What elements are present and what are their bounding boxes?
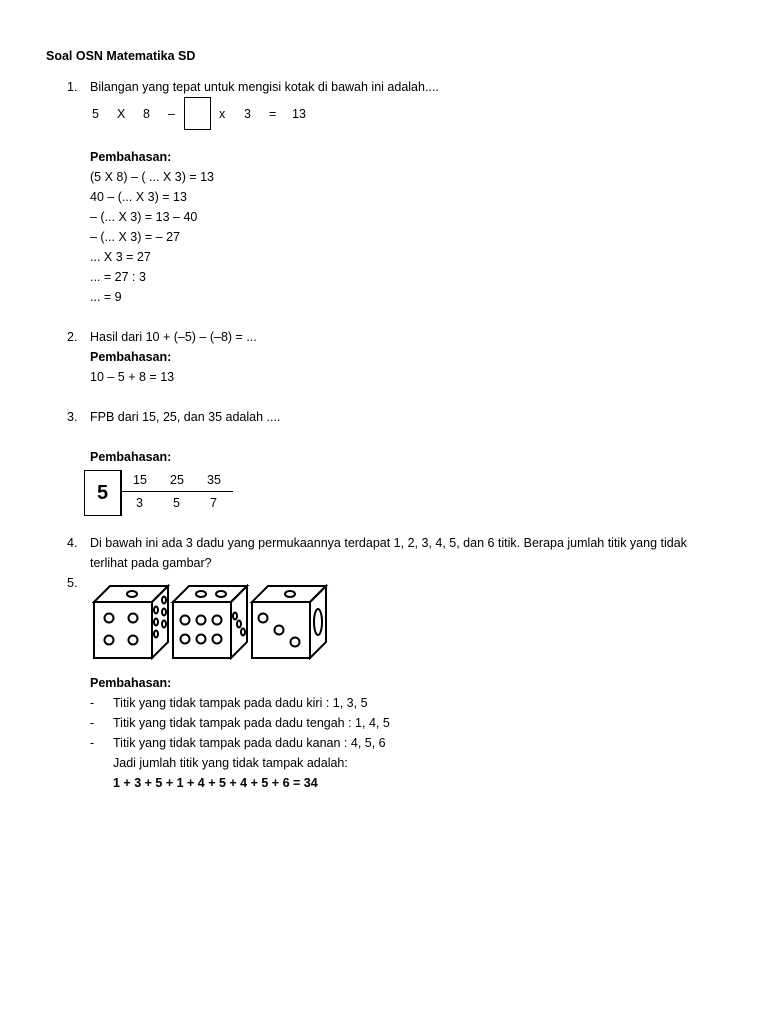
die-middle [173,586,247,658]
bullet-mark: - [90,736,95,750]
q4-question-line2: terlihat pada gambar? [90,556,212,570]
fpb-top-value: 15 [133,473,147,487]
fpb-vertical-line [121,470,122,516]
q1-step: – (... X 3) = 13 – 40 [90,210,198,224]
q4-number: 4. [67,536,78,550]
die-left [94,586,168,658]
q1-step: 40 – (... X 3) = 13 [90,190,187,204]
q5-bullet: Titik yang tidak tampak pada dadu tengah : 1, 4, 5 [113,716,390,730]
q2-number: 2. [67,330,78,344]
q3-question: FPB dari 15, 25, dan 35 adalah .... [90,410,281,424]
q1-expr-5: 5 [92,107,99,121]
q5-number: 5. [67,576,78,590]
fpb-divisor: 5 [96,481,109,504]
q3-pembahasan-label: Pembahasan: [90,450,172,464]
q1-step: ... = 9 [90,290,122,304]
die-right [252,586,326,658]
page-title: Soal OSN Matematika SD [46,49,196,63]
q1-expr-x: x [219,107,226,121]
fpb-bottom-value: 3 [136,496,143,510]
fpb-top-value: 35 [207,473,221,487]
q1-expr-equals: = [269,107,277,121]
q1-step: ... = 27 : 3 [90,270,146,284]
q1-answer-box [184,97,211,130]
fpb-horizontal-line [121,491,233,492]
q5-bullet: Titik yang tidak tampak pada dadu kiri : 1, 3, 5 [113,696,368,710]
q5-pembahasan-label: Pembahasan: [90,676,172,690]
q2-pembahasan-label: Pembahasan: [90,350,172,364]
fpb-bottom-value: 7 [210,496,217,510]
q1-expr-8: 8 [143,107,150,121]
bullet-mark: - [90,696,95,710]
q5-bullet: Titik yang tidak tampak pada dadu kanan : 4, 5, 6 [113,736,386,750]
q1-question: Bilangan yang tepat untuk mengisi kotak di bawah ini adalah.... [90,80,439,94]
q1-expr-times: X [117,107,126,121]
q1-step: ... X 3 = 27 [90,250,151,264]
q1-expr-3: 3 [244,107,251,121]
q5-conclusion: Jadi jumlah titik yang tidak tampak adalah: [113,756,348,770]
q1-expr-13: 13 [292,107,306,121]
q1-step: – (... X 3) = – 27 [90,230,180,244]
q2-answer: 10 – 5 + 8 = 13 [90,370,175,384]
fpb-bottom-value: 5 [173,496,180,510]
q1-expr-minus: – [168,107,175,121]
q5-sum: 1 + 3 + 5 + 1 + 4 + 5 + 4 + 5 + 6 = 34 [113,776,318,790]
fpb-divisor-box [84,470,121,516]
q1-number: 1. [67,80,78,94]
q1-pembahasan-label: Pembahasan: [90,150,172,164]
q1-step: (5 X 8) – ( ... X 3) = 13 [90,170,215,184]
bullet-mark: - [90,716,95,730]
q3-number: 3. [67,410,78,424]
q4-question-line1: Di bawah ini ada 3 dadu yang permukaannya terdapat 1, 2, 3, 4, 5, dan 6 titik. Berapa jumlah titik yang tidak [90,536,687,550]
dice-illustration [92,584,332,660]
fpb-top-value: 25 [170,473,184,487]
q2-question: Hasil dari 10 + (–5) – (–8) = ... [90,330,257,344]
